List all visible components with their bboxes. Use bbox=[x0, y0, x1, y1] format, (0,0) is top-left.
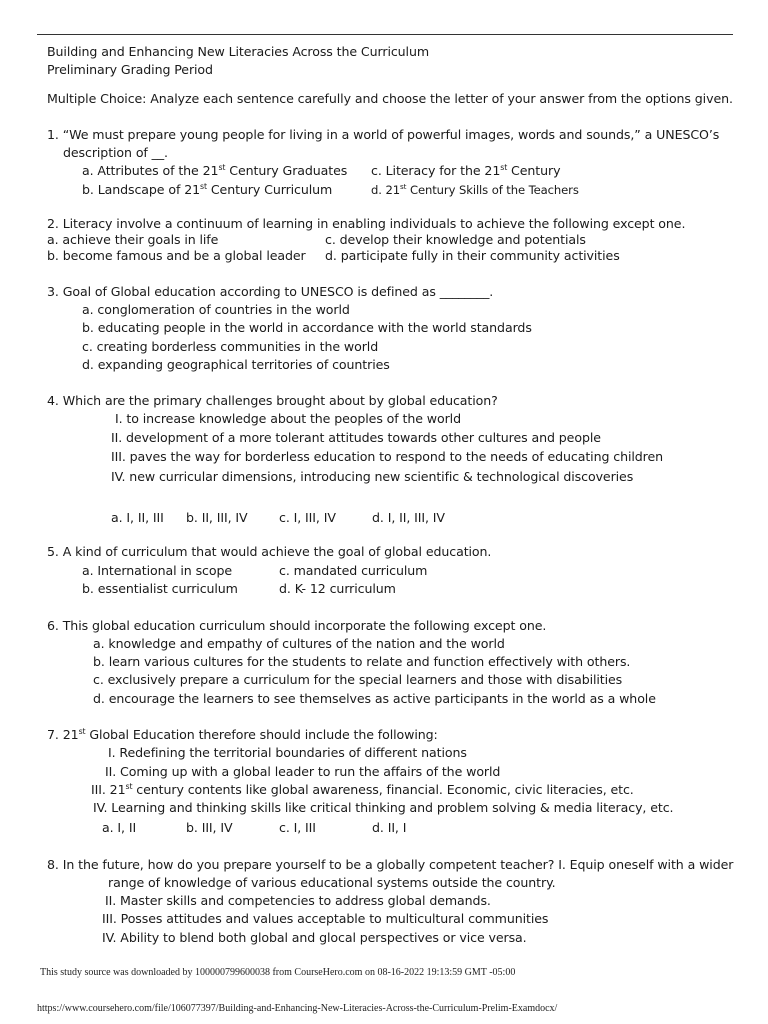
course-title: Building and Enhancing New Literacies Across the Curriculum bbox=[47, 44, 429, 59]
q6-option-c: c. exclusively prepare a curriculum for the special learners and those with disabilities bbox=[93, 672, 623, 687]
q8-item-3: III. Posses attitudes and values acceptable to multicultural communities bbox=[102, 911, 549, 926]
grading-period: Preliminary Grading Period bbox=[47, 62, 213, 77]
q5-option-c: c. mandated curriculum bbox=[279, 563, 428, 578]
instructions: Multiple Choice: Analyze each sentence carefully and choose the letter of your answer from the options given. bbox=[47, 91, 733, 106]
q4-option-b: b. II, III, IV bbox=[186, 510, 248, 525]
q7-option-b: b. III, IV bbox=[186, 820, 233, 835]
q5-option-a: a. International in scope bbox=[82, 563, 233, 578]
q6-option-d: d. encourage the learners to see themselves as active participants in the world as a whole bbox=[93, 691, 656, 706]
q7-option-c: c. I, III bbox=[279, 820, 316, 835]
q3-stem: 3. Goal of Global education according to UNESCO is defined as ________. bbox=[47, 284, 494, 299]
q2-option-c: c. develop their knowledge and potentials bbox=[325, 232, 586, 247]
q4-item-4: IV. new curricular dimensions, introducing new scientific & technological discoveries bbox=[111, 469, 634, 484]
q3-option-b: b. educating people in the world in accordance with the world standards bbox=[82, 320, 532, 335]
q4-stem: 4. Which are the primary challenges brought about by global education? bbox=[47, 393, 498, 408]
q7-item-3: III. 21st century contents like global awareness, financial. Economic, civic literacies, etc. bbox=[91, 781, 634, 797]
q4-item-3: III. paves the way for borderless education to respond to the needs of educating children bbox=[111, 449, 663, 464]
q8-stem-line2: range of knowledge of various educational systems outside the country. bbox=[108, 875, 556, 890]
q1-stem-line2: description of __. bbox=[63, 145, 168, 160]
q4-option-a: a. I, II, III bbox=[111, 510, 164, 525]
q7-item-2: II. Coming up with a global leader to run the affairs of the world bbox=[105, 764, 501, 779]
q2-option-b: b. become famous and be a global leader bbox=[47, 248, 306, 263]
q1-option-d: d. 21st Century Skills of the Teachers bbox=[371, 182, 579, 197]
q7-option-d: d. II, I bbox=[372, 820, 407, 835]
q8-stem-line1: 8. In the future, how do you prepare yourself to be a globally competent teacher? I. Equip oneself with a wider bbox=[47, 857, 734, 872]
q4-item-1: I. to increase knowledge about the peoples of the world bbox=[115, 411, 461, 426]
q5-option-b: b. essentialist curriculum bbox=[82, 581, 238, 596]
q4-item-2: II. development of a more tolerant attitudes towards other cultures and people bbox=[111, 430, 601, 445]
q7-item-1: I. Redefining the territorial boundaries of different nations bbox=[108, 745, 467, 760]
q1-stem-line1: 1. “We must prepare young people for living in a world of powerful images, words and sounds,” a UNESCO’s bbox=[47, 127, 720, 142]
q3-option-d: d. expanding geographical territories of countries bbox=[82, 357, 390, 372]
q4-option-c: c. I, III, IV bbox=[279, 510, 336, 525]
q7-stem: 7. 21st Global Education therefore should include the following: bbox=[47, 726, 438, 742]
q5-stem: 5. A kind of curriculum that would achieve the goal of global education. bbox=[47, 544, 492, 559]
q7-item-4: IV. Learning and thinking skills like critical thinking and problem solving & media literacy, etc. bbox=[93, 800, 674, 815]
q6-stem: 6. This global education curriculum should incorporate the following except one. bbox=[47, 618, 547, 633]
q7-option-a: a. I, II bbox=[102, 820, 137, 835]
q5-option-d: d. K- 12 curriculum bbox=[279, 581, 396, 596]
q6-option-b: b. learn various cultures for the students to relate and function effectively with others. bbox=[93, 654, 631, 669]
q8-item-4: IV. Ability to blend both global and glocal perspectives or vice versa. bbox=[102, 930, 527, 945]
q2-option-d: d. participate fully in their community activities bbox=[325, 248, 620, 263]
download-notice: This study source was downloaded by 100000799600038 from CourseHero.com on 08-16-2022 19:13:59 GMT -05:00 bbox=[40, 967, 516, 978]
q1-option-a: a. Attributes of the 21st Century Graduates bbox=[82, 162, 348, 178]
q2-stem: 2. Literacy involve a continuum of learning in enabling individuals to achieve the following except one. bbox=[47, 216, 686, 231]
q2-option-a: a. achieve their goals in life bbox=[47, 232, 219, 247]
q8-item-2: II. Master skills and competencies to address global demands. bbox=[105, 893, 491, 908]
q6-option-a: a. knowledge and empathy of cultures of the nation and the world bbox=[93, 636, 505, 651]
q4-option-d: d. I, II, III, IV bbox=[372, 510, 445, 525]
q1-option-b: b. Landscape of 21st Century Curriculum bbox=[82, 181, 333, 197]
top-rule bbox=[37, 34, 733, 35]
q3-option-a: a. conglomeration of countries in the world bbox=[82, 302, 350, 317]
q3-option-c: c. creating borderless communities in the world bbox=[82, 339, 379, 354]
q1-option-c: c. Literacy for the 21st Century bbox=[371, 162, 561, 178]
source-url[interactable]: https://www.coursehero.com/file/106077397/Building-and-Enhancing-New-Literacies-Across-the-Curriculum-Prelim-Examdocx/ bbox=[37, 1003, 558, 1014]
